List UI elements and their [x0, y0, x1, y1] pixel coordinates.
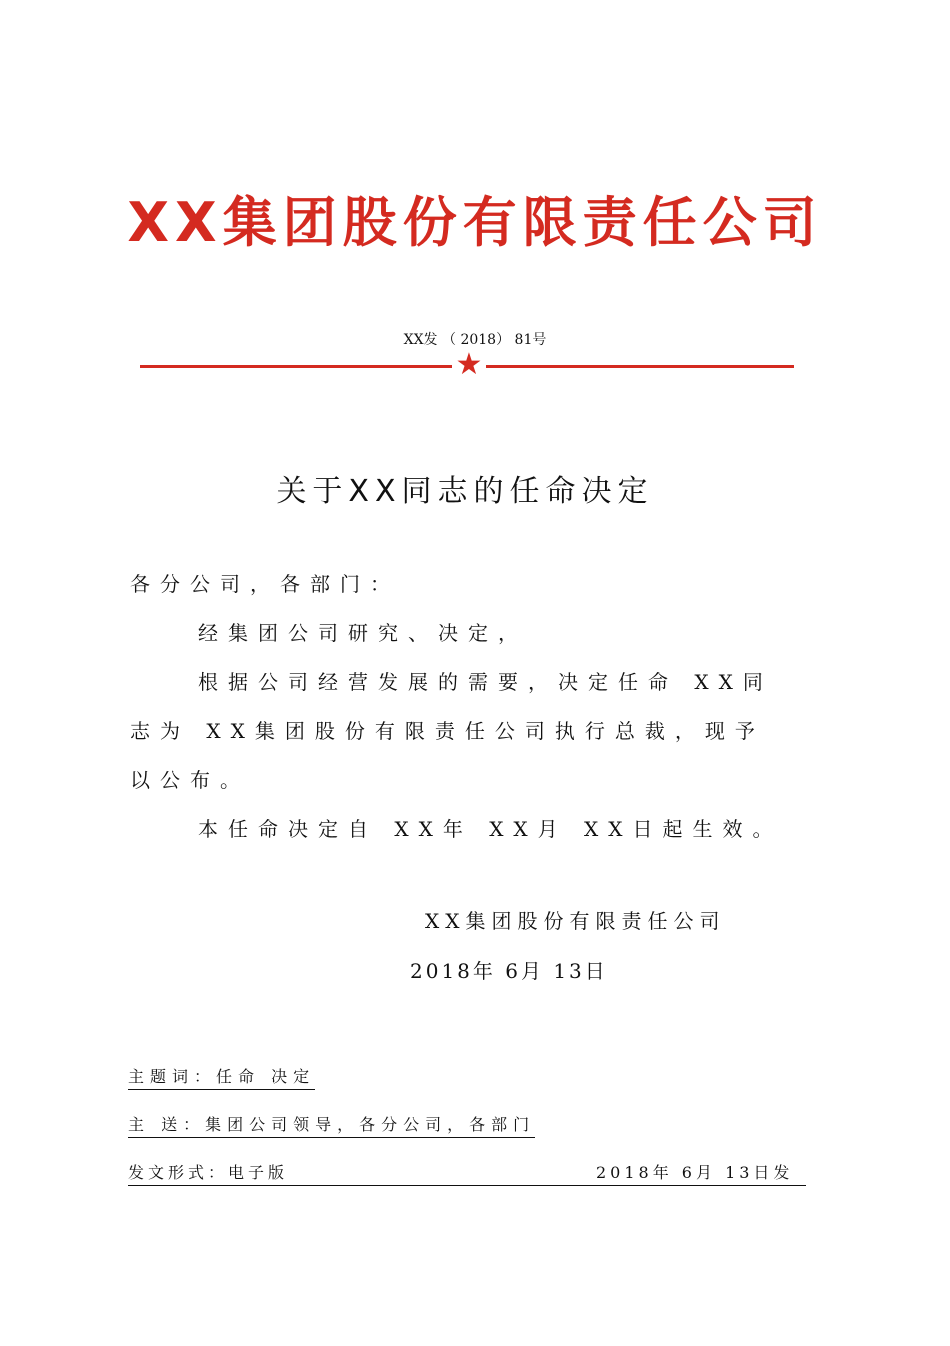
body-paragraph-2-line-2: 志为 XX集团股份有限责任公司执行总裁，现予 — [130, 719, 765, 743]
footer-keywords: 主题词：任命 决定 — [128, 1064, 315, 1090]
signature-date: 2018年 6月 13日 — [410, 959, 608, 983]
footer-issue-date: 2018年 6月 13日发 — [596, 1163, 794, 1182]
addressee: 各分公司，各部门： — [130, 572, 400, 596]
star-icon: ★ — [455, 347, 483, 382]
body-paragraph-3: 本任命决定自 XX年 XX月 XX日起生效。 — [198, 817, 783, 841]
signature-org: XX集团股份有限责任公司 — [425, 909, 726, 933]
red-divider-right — [486, 365, 794, 368]
footer-issue-form: 发文形式：电子版 — [128, 1163, 289, 1182]
footer-issue-row — [128, 1160, 806, 1186]
body-paragraph-2-line-3: 以公布。 — [130, 768, 250, 792]
footer-cc: 主 送：集团公司领导，各分公司，各部门 — [128, 1112, 535, 1138]
body-paragraph-2-line-1: 根据公司经营发展的需要，决定任命 XX同 — [198, 670, 773, 694]
org-header: XX集团股份有限责任公司 — [127, 191, 823, 254]
document-title: 关于XX同志的任命决定 — [276, 474, 654, 509]
body-paragraph-1: 经集团公司研究、决定， — [198, 621, 528, 645]
red-divider-left — [140, 365, 452, 368]
document-number: XX发 （ 2018） 81号 — [403, 332, 547, 348]
